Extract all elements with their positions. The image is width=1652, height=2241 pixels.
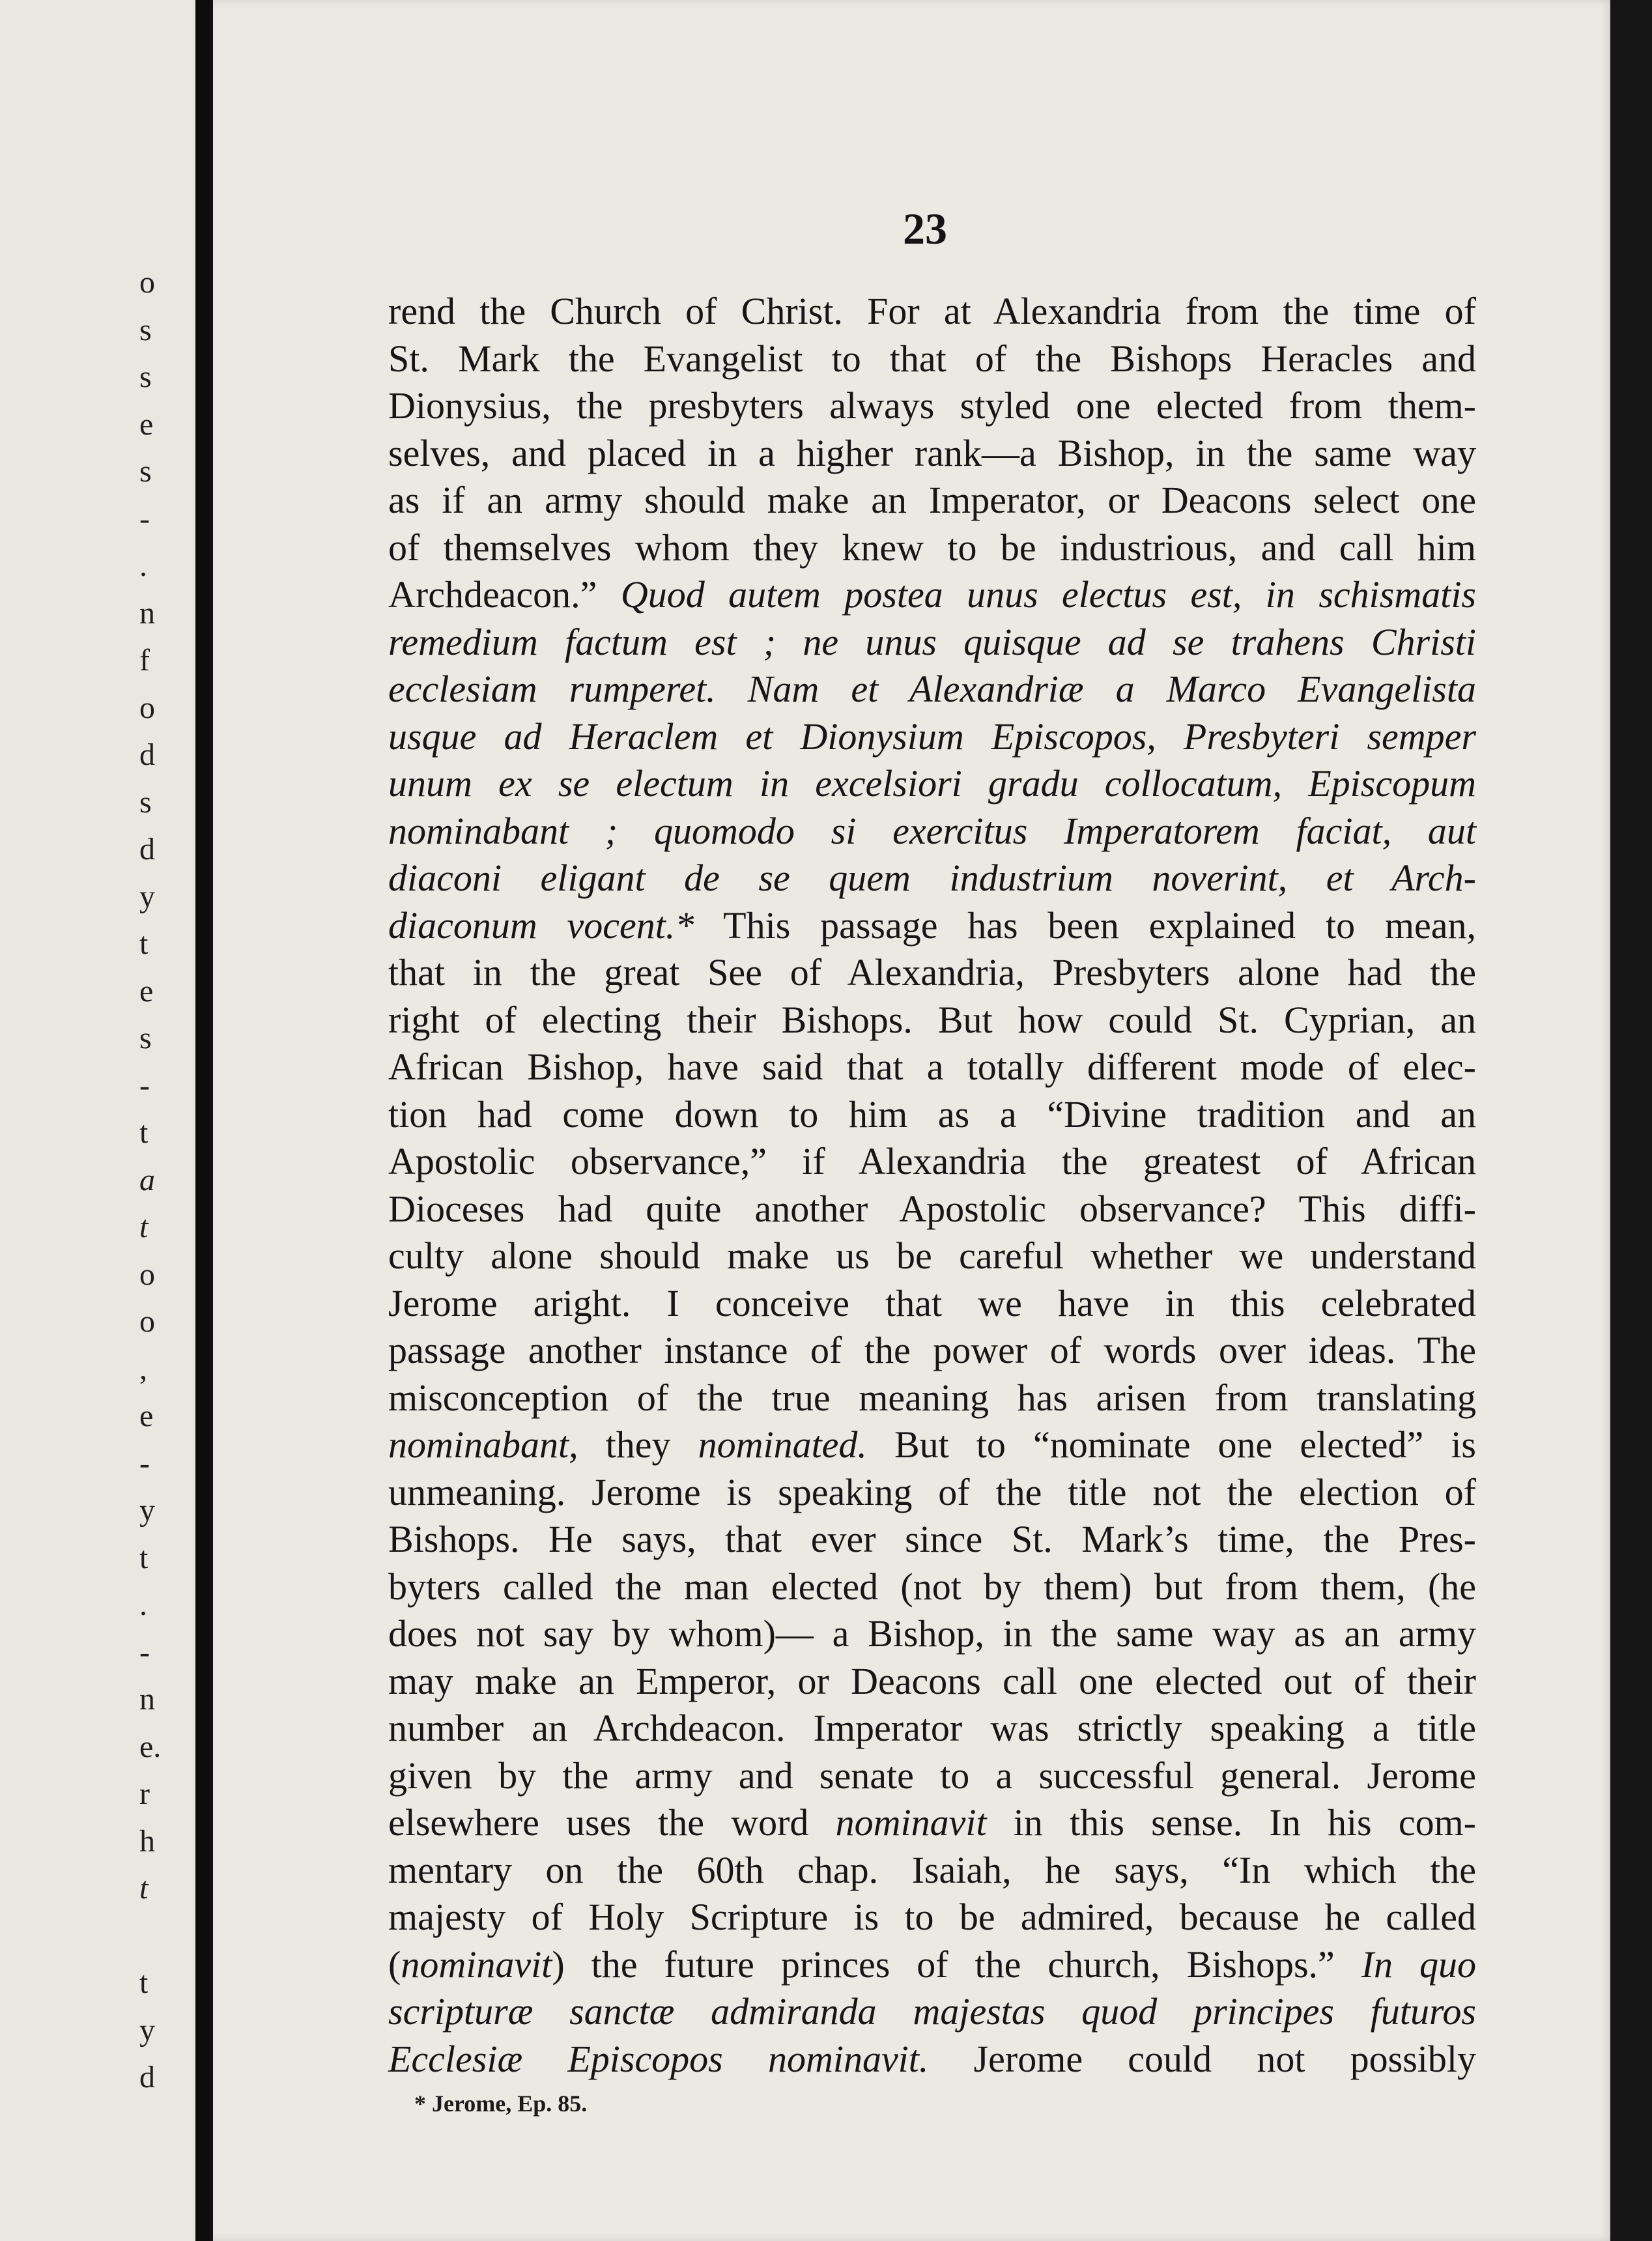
text-segment: culty alone should make us be careful whether we understand bbox=[388, 1235, 1476, 1277]
left-page-char: e. bbox=[139, 1729, 162, 1764]
footnote: * Jerome, Ep. 85. bbox=[414, 2091, 588, 2117]
text-line bbox=[388, 619, 1476, 666]
text-segment: African Bishop, have said that a totally different mode of elec- bbox=[388, 1046, 1476, 1088]
left-page-char: d bbox=[139, 832, 155, 866]
text-segment: Archdeacon.” bbox=[388, 573, 621, 616]
left-page-char: t bbox=[139, 1965, 149, 2000]
latin-text: nominabant ; quomodo si exercitus Imperatorem faciat, aut bbox=[388, 809, 1476, 852]
text-line bbox=[388, 1516, 1476, 1563]
text-segment: of themselves whom they knew to be industrious, and call him bbox=[388, 526, 1476, 569]
text-segment: majesty of Holy Scripture is to be admired, because he called bbox=[388, 1896, 1476, 1938]
text-line bbox=[388, 382, 1476, 430]
text-line bbox=[388, 902, 1476, 950]
text-line bbox=[388, 1186, 1476, 1233]
text-segment: passage another instance of the power of words over ideas. The bbox=[388, 1329, 1476, 1371]
text-segment: byters called the man elected (not by them) but from them, (he bbox=[388, 1565, 1476, 1608]
text-segment: Dionysius, the presbyters always styled one elected from them- bbox=[388, 384, 1476, 427]
left-page-char: t bbox=[139, 1871, 149, 1906]
text-segment: in this sense. In his com- bbox=[986, 1801, 1476, 1844]
text-segment: Apostolic observance,” if Alexandria the greatest of African bbox=[388, 1140, 1476, 1182]
text-segment: right of electing their Bishops. But how could St. Cyprian, an bbox=[388, 998, 1476, 1041]
text-line bbox=[388, 997, 1476, 1044]
left-page-char: - bbox=[139, 1446, 150, 1481]
text-segment: mentary on the 60th chap. Isaiah, he says, “In which the bbox=[388, 1848, 1476, 1891]
text-line bbox=[388, 1138, 1476, 1186]
text-line bbox=[388, 1044, 1476, 1091]
text-segment: Dioceses had quite another Apostolic observance? This diffi- bbox=[388, 1187, 1476, 1230]
left-page-char: o bbox=[139, 265, 155, 300]
left-page-char: s bbox=[139, 784, 152, 820]
text-line bbox=[388, 1469, 1476, 1517]
text-line bbox=[388, 2036, 1476, 2083]
text-segment: that in the great See of Alexandria, Presbyters alone had the bbox=[388, 951, 1476, 993]
text-segment: selves, and placed in a higher rank—a Bishop, in the same way bbox=[388, 431, 1476, 474]
text-line bbox=[388, 1941, 1476, 1989]
text-line bbox=[388, 1658, 1476, 1706]
left-page-char: o bbox=[139, 1304, 155, 1339]
latin-text: In quo bbox=[1361, 1943, 1476, 1986]
text-line bbox=[388, 808, 1476, 855]
left-page-char: d bbox=[139, 737, 155, 772]
text-line bbox=[388, 571, 1476, 619]
text-line bbox=[388, 1327, 1476, 1375]
left-page-char: y bbox=[139, 879, 155, 914]
left-page-char: e bbox=[139, 1399, 154, 1433]
left-page-fragment bbox=[0, 0, 199, 2241]
text-segment: ( bbox=[388, 1943, 401, 1986]
text-line bbox=[388, 760, 1476, 808]
text-line bbox=[388, 1894, 1476, 1941]
text-segment: rend the Church of Christ. For at Alexandria from the time of bbox=[388, 290, 1476, 332]
left-page-char: s bbox=[139, 360, 152, 394]
text-line bbox=[388, 1375, 1476, 1422]
text-line bbox=[388, 1752, 1476, 1800]
text-line bbox=[388, 1280, 1476, 1328]
text-line bbox=[388, 477, 1476, 524]
left-page-char: . bbox=[139, 549, 147, 583]
body-text bbox=[388, 288, 1476, 2083]
left-page-char: t bbox=[139, 1540, 149, 1575]
left-page-char: t bbox=[139, 1210, 149, 1244]
text-line bbox=[388, 1847, 1476, 1894]
text-line bbox=[388, 949, 1476, 997]
text-line bbox=[388, 1421, 1476, 1469]
left-page-char: n bbox=[139, 595, 155, 631]
text-segment: Jerome aright. I conceive that we have in this celebrated bbox=[388, 1281, 1476, 1324]
left-page-char: t bbox=[139, 926, 149, 961]
text-segment: But to “nominate one elected” is bbox=[866, 1423, 1477, 1466]
text-line bbox=[388, 1799, 1476, 1847]
left-page-char: . bbox=[139, 1588, 147, 1622]
left-page-char: y bbox=[139, 1493, 155, 1528]
text-segment: tion had come down to him as a “Divine tradition and an bbox=[388, 1092, 1476, 1135]
text-line bbox=[388, 1091, 1476, 1139]
latin-text: diaconi eligant de se quem industrium noverint, et Arch- bbox=[388, 857, 1476, 899]
right-page-edge bbox=[1610, 0, 1652, 2241]
left-page-char: t bbox=[139, 1115, 149, 1150]
left-page-char: , bbox=[139, 1351, 147, 1386]
left-page-char: n bbox=[139, 1682, 155, 1717]
latin-text: Quod autem postea unus electus est, in schismatis bbox=[620, 573, 1477, 616]
text-line bbox=[388, 1610, 1476, 1658]
text-segment: unmeaning. Jerome is speaking of the title not the election of bbox=[388, 1470, 1476, 1513]
text-line bbox=[388, 430, 1476, 478]
left-page-char: r bbox=[139, 1777, 150, 1811]
text-segment: may make an Emperor, or Deacons call one elected out of their bbox=[388, 1659, 1476, 1702]
text-line bbox=[388, 1233, 1476, 1280]
text-line bbox=[388, 713, 1476, 761]
left-page-char: e bbox=[139, 407, 154, 442]
left-page-char: o bbox=[139, 1257, 155, 1292]
left-page-char: e bbox=[139, 973, 154, 1008]
text-segment: Bishops. He says, that ever since St. Mark’s time, the Pres- bbox=[388, 1518, 1476, 1560]
left-page-char: - bbox=[139, 1634, 150, 1670]
text-segment: St. Mark the Evangelist to that of the Bishops Heracles and bbox=[388, 337, 1476, 380]
text-line bbox=[388, 288, 1476, 335]
text-line bbox=[388, 1705, 1476, 1752]
left-page-char: y bbox=[139, 2012, 155, 2048]
text-segment: as if an army should make an Imperator, or Deacons select one bbox=[388, 479, 1476, 521]
text-segment: they bbox=[578, 1423, 698, 1466]
left-page-char: s bbox=[139, 1021, 152, 1055]
text-segment: does not say by whom)— a Bishop, in the same way as an army bbox=[388, 1612, 1476, 1655]
latin-text: diaconum vocent.* bbox=[388, 904, 694, 947]
text-segment: given by the army and senate to a successful general. Jerome bbox=[388, 1754, 1476, 1797]
left-page-char: s bbox=[139, 454, 152, 489]
text-segment: elsewhere uses the word bbox=[388, 1801, 836, 1844]
text-line bbox=[388, 524, 1476, 572]
latin-text: nominavit bbox=[401, 1943, 552, 1986]
latin-text: ecclesiam rumperet. Nam et Alexandriæ a Marco Evangelista bbox=[388, 668, 1476, 710]
text-segment: This passage has been explained to mean, bbox=[694, 904, 1476, 947]
latin-text: nominated. bbox=[698, 1423, 867, 1466]
left-page-char: - bbox=[139, 501, 150, 536]
text-segment: number an Archdeacon. Imperator was strictly speaking a title bbox=[388, 1707, 1476, 1749]
left-page-char: - bbox=[139, 1068, 150, 1103]
latin-text: nominabant, bbox=[388, 1423, 578, 1466]
page-number: 23 bbox=[903, 204, 947, 253]
latin-text: usque ad Heraclem et Dionysium Episcopos, Presbyteri semper bbox=[388, 715, 1476, 758]
left-page-char: s bbox=[139, 312, 152, 347]
text-line bbox=[388, 855, 1476, 902]
left-page-char: d bbox=[139, 2060, 155, 2094]
left-page-char: f bbox=[139, 643, 150, 678]
text-segment: Jerome could not possibly bbox=[928, 2037, 1476, 2080]
text-line bbox=[388, 1563, 1476, 1611]
text-line bbox=[388, 335, 1476, 383]
left-page-char: o bbox=[139, 690, 155, 725]
text-segment: ) the future princes of the church, Bishops.” bbox=[552, 1943, 1361, 1986]
left-page-char: a bbox=[139, 1162, 155, 1197]
text-line bbox=[388, 666, 1476, 713]
latin-text: scripturæ sanctæ admiranda majestas quod principes futuros bbox=[388, 1990, 1476, 2033]
left-page-char: h bbox=[139, 1823, 155, 1859]
text-segment: misconception of the true meaning has arisen from translating bbox=[388, 1376, 1476, 1419]
latin-text: remedium factum est ; ne unus quisque ad se trahens Christi bbox=[388, 620, 1476, 663]
latin-text: unum ex se electum in excelsiori gradu collocatum, Episcopum bbox=[388, 762, 1476, 805]
latin-text: nominavit bbox=[835, 1801, 987, 1844]
text-line bbox=[388, 1988, 1476, 2036]
latin-text: Ecclesiæ Episcopos nominavit. bbox=[388, 2037, 929, 2080]
